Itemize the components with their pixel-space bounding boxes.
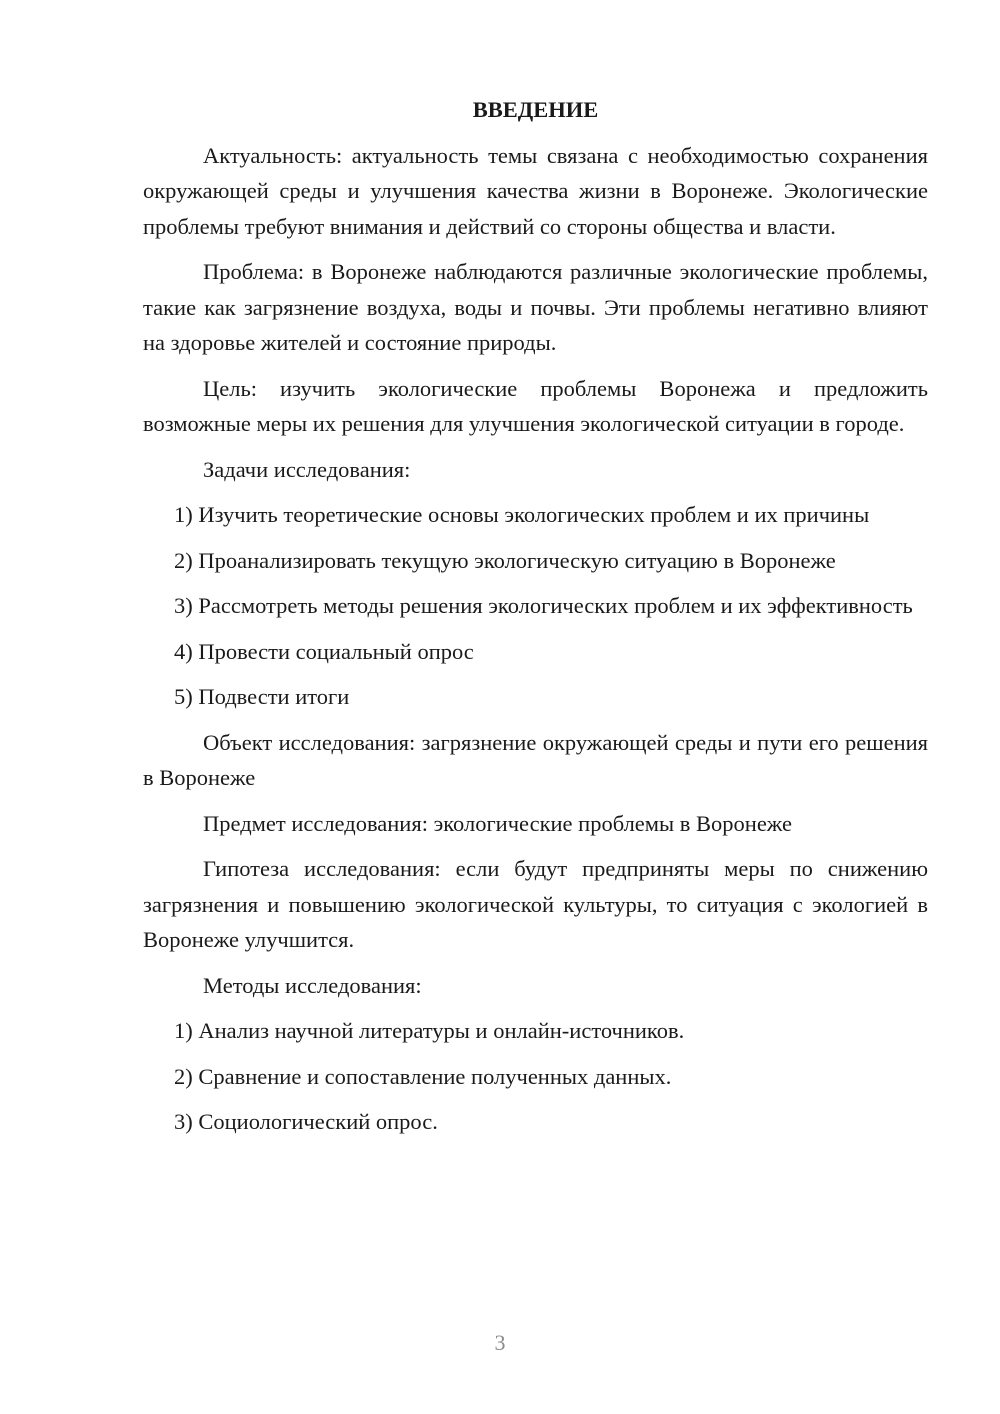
method-item-1: 1) Анализ научной литературы и онлайн-источников. [174,1018,685,1043]
page-content [143,92,928,1150]
tasks-title: Задачи исследования: [203,456,411,482]
task-item-5: 5) Подвести итоги [174,684,350,709]
subject-paragraph: Предмет исследования: экологические проблемы в Воронеже [203,810,793,836]
task-item-3: 3) Рассмотреть методы решения экологических проблем и их эффективность [174,593,913,618]
hypothesis-paragraph: Гипотеза исследования: если будут предприняты меры по снижению загрязнения и повышению экологической культуры, то ситуация с экологией в Воронеже улучшится. [143,856,928,952]
page-number: 3 [494,1330,506,1355]
method-item-2: 2) Сравнение и сопоставление полученных данных. [174,1063,672,1089]
object-paragraph: Объект исследования: загрязнение окружающей среды и пути его решения в Воронеже [143,729,928,790]
task-item-1: 1) Изучить теоретические основы экологических проблем и их причины [174,502,870,527]
task-item-4: 4) Провести социальный опрос [174,638,474,664]
section-heading: ВВЕДЕНИЕ [472,97,599,122]
problem-paragraph: Проблема: в Воронеже наблюдаются различные экологические проблемы, такие как загрязнение воздуха, воды и почвы. Эти проблемы негативно влияют на здоровье жителей и состояние природы. [143,259,928,355]
method-item-3: 3) Социологический опрос. [174,1109,438,1134]
relevance-paragraph: Актуальность: актуальность темы связана с необходимостью сохранения окружающей среды и улучшения качества жизни в Воронеже. Экологические проблемы требуют внимания и действий со стороны общества и власти. [143,142,928,239]
goal-paragraph: Цель: изучить экологические проблемы Воронежа и предложить возможные меры их решения для улучшения экологической ситуации в городе. [143,375,928,436]
task-item-2: 2) Проанализировать текущую экологическую ситуацию в Воронеже [174,547,836,573]
methods-title: Методы исследования: [203,972,422,998]
